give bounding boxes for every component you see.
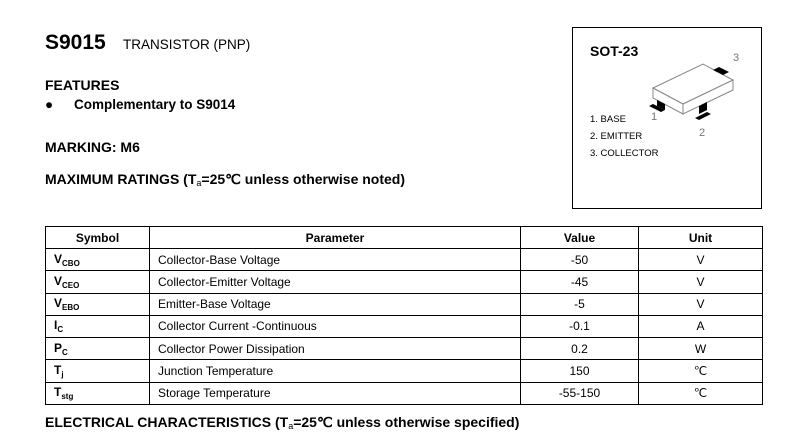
elec-char-suffix: =25℃ unless otherwise specified) <box>293 414 520 430</box>
value-cell: 0.2 <box>521 338 639 360</box>
symbol-letter: I <box>54 318 58 333</box>
pin-number-2: 2 <box>699 127 706 139</box>
max-ratings-table <box>45 226 763 405</box>
parameter-cell: Collector-Base Voltage <box>150 249 521 271</box>
feature-text: Complementary to S9014 <box>74 97 236 112</box>
symbol-subscript: CBO <box>62 258 80 268</box>
part-description: TRANSISTOR (PNP) <box>123 37 251 52</box>
parameter-cell: Collector Current -Continuous <box>150 315 521 337</box>
value-cell: -50 <box>521 249 639 271</box>
unit-cell: ℃ <box>639 360 763 382</box>
table-row <box>46 271 763 293</box>
unit-cell: V <box>639 271 763 293</box>
symbol-subscript: j <box>61 370 64 380</box>
symbol-letter: P <box>54 340 63 355</box>
package-box <box>572 27 762 209</box>
unit-cell: A <box>639 315 763 337</box>
feature-list-item <box>45 97 235 112</box>
symbol-cell <box>46 360 150 382</box>
table-row <box>46 315 763 337</box>
max-ratings-suffix: =25℃ unless otherwise noted) <box>201 171 406 187</box>
parameter-cell: Junction Temperature <box>150 360 521 382</box>
symbol-letter: V <box>54 273 63 288</box>
table-row <box>46 382 763 404</box>
unit-cell: V <box>639 293 763 315</box>
symbol-subscript: C <box>62 347 68 357</box>
pin-label-base: 1. BASE <box>590 114 626 125</box>
parameter-cell: Collector-Emitter Voltage <box>150 271 521 293</box>
header-parameter: Parameter <box>150 227 521 249</box>
value-cell: -0.1 <box>521 315 639 337</box>
header-symbol: Symbol <box>46 227 150 249</box>
symbol-cell <box>46 338 150 360</box>
max-ratings-prefix: MAXIMUM RATINGS (T <box>45 171 197 187</box>
parameter-cell: Emitter-Base Voltage <box>150 293 521 315</box>
table-row <box>46 249 763 271</box>
symbol-cell <box>46 249 150 271</box>
features-heading: FEATURES <box>45 77 120 93</box>
pin-label-collector: 3. COLLECTOR <box>590 148 659 159</box>
bullet-icon: ● <box>45 97 54 112</box>
header-value: Value <box>521 227 639 249</box>
symbol-letter: V <box>54 296 63 311</box>
symbol-subscript: EBO <box>62 303 80 313</box>
symbol-letter: T <box>54 385 62 400</box>
symbol-letter: V <box>54 251 63 266</box>
pin-label-emitter: 2. EMITTER <box>590 131 643 142</box>
max-ratings-heading <box>45 171 405 188</box>
symbol-subscript: C <box>57 325 64 335</box>
part-number: S9015 <box>45 31 106 54</box>
table-row <box>46 360 763 382</box>
table-header-row <box>46 227 763 249</box>
max-ratings-subscript: a <box>196 178 202 188</box>
parameter-cell: Storage Temperature <box>150 382 521 404</box>
symbol-cell <box>46 315 150 337</box>
symbol-letter: T <box>54 363 62 378</box>
parameter-cell: Collector Power Dissipation <box>150 338 521 360</box>
value-cell: 150 <box>521 360 639 382</box>
package-name: SOT-23 <box>590 43 639 59</box>
symbol-cell <box>46 382 150 404</box>
symbol-cell <box>46 293 150 315</box>
symbol-subscript: CEO <box>62 280 80 290</box>
marking-text: MARKING: M6 <box>45 139 140 155</box>
value-cell: -55-150 <box>521 382 639 404</box>
table-row <box>46 293 763 315</box>
electrical-characteristics-heading <box>45 414 519 431</box>
header-unit: Unit <box>639 227 763 249</box>
value-cell: -5 <box>521 293 639 315</box>
elec-char-subscript: a <box>288 421 294 431</box>
table-row <box>46 338 763 360</box>
elec-char-prefix: ELECTRICAL CHARACTERISTICS (T <box>45 414 289 430</box>
symbol-cell <box>46 271 150 293</box>
pin-number-1: 1 <box>651 111 658 123</box>
unit-cell: V <box>639 249 763 271</box>
unit-cell: W <box>639 338 763 360</box>
unit-cell: ℃ <box>639 382 763 404</box>
pin-number-3: 3 <box>733 52 740 64</box>
value-cell: -45 <box>521 271 639 293</box>
symbol-subscript: stg <box>61 392 74 402</box>
